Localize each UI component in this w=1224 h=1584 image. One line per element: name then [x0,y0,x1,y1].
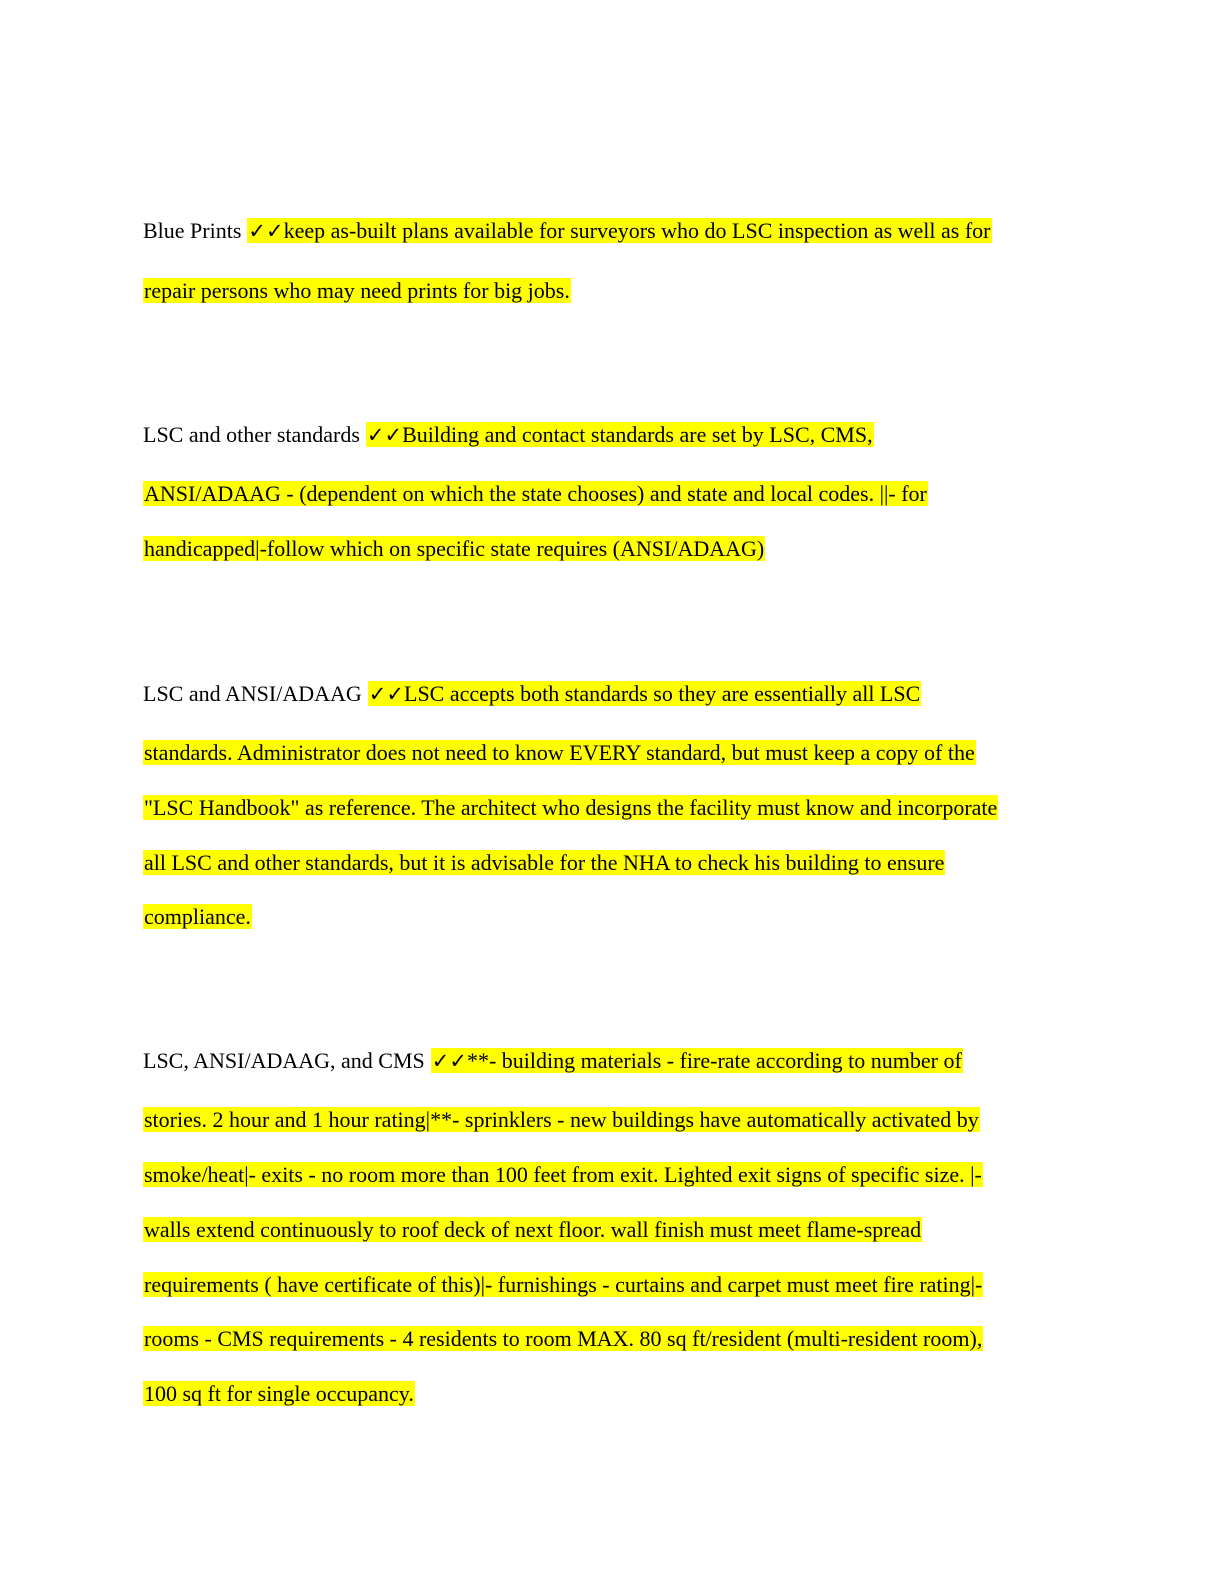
entry-term: LSC, ANSI/ADAAG, and CMS [143,1048,425,1073]
answer-line: LSC accepts both standards so they are essentially all LSC [404,681,921,706]
answer-line: stories. 2 hour and 1 hour rating|**- sprinklers - new buildings have automatically activated by [144,1107,979,1132]
double-check-icon: ✓✓ [366,423,403,447]
answer-highlight [366,422,874,447]
answer-line: repair persons who may need prints for big jobs. [144,278,570,303]
answer-highlight [431,1048,963,1073]
double-check-icon: ✓✓ [248,219,284,243]
answer-line: all LSC and other standards, but it is advisable for the NHA to check his building to ensure [144,850,945,875]
answer-line: keep as-built plans available for surveyors who do LSC inspection as well as for [283,218,991,243]
entry-term: LSC and ANSI/ADAAG [143,681,362,706]
double-check-icon: ✓✓ [368,682,404,706]
answer-line: Building and contact standards are set by LSC, CMS, [402,422,873,447]
answer-line: requirements ( have certificate of this)|- furnishings - curtains and carpet must meet fire rating|- [144,1272,983,1297]
double-check-icon: ✓✓ [431,1049,467,1073]
answer-line: handicapped|-follow which on specific state requires (ANSI/ADAAG) [144,536,765,561]
answer-line: smoke/heat|- exits - no room more than 100 feet from exit. Lighted exit signs of specific size. |- [144,1162,982,1187]
answer-line: compliance. [144,904,251,929]
entry-term: LSC and other standards [143,422,360,447]
answer-line: walls extend continuously to roof deck of next floor. wall finish must meet flame-spread [144,1217,922,1242]
answer-line: "LSC Handbook" as reference. The architect who designs the facility must know and incorporate [144,795,998,820]
answer-highlight [247,218,991,243]
answer-line: standards. Administrator does not need to know EVERY standard, but must keep a copy of the [144,740,975,765]
answer-line: 100 sq ft for single occupancy. [144,1381,414,1406]
answer-line: ANSI/ADAAG - (dependent on which the state chooses) and state and local codes. ||- for [144,481,927,506]
answer-line: rooms - CMS requirements - 4 residents to room MAX. 80 sq ft/resident (multi-resident room), [144,1326,983,1351]
answer-line: **- building materials - fire-rate according to number of [466,1048,962,1073]
entry-term: Blue Prints [143,218,242,243]
answer-highlight [368,681,921,706]
